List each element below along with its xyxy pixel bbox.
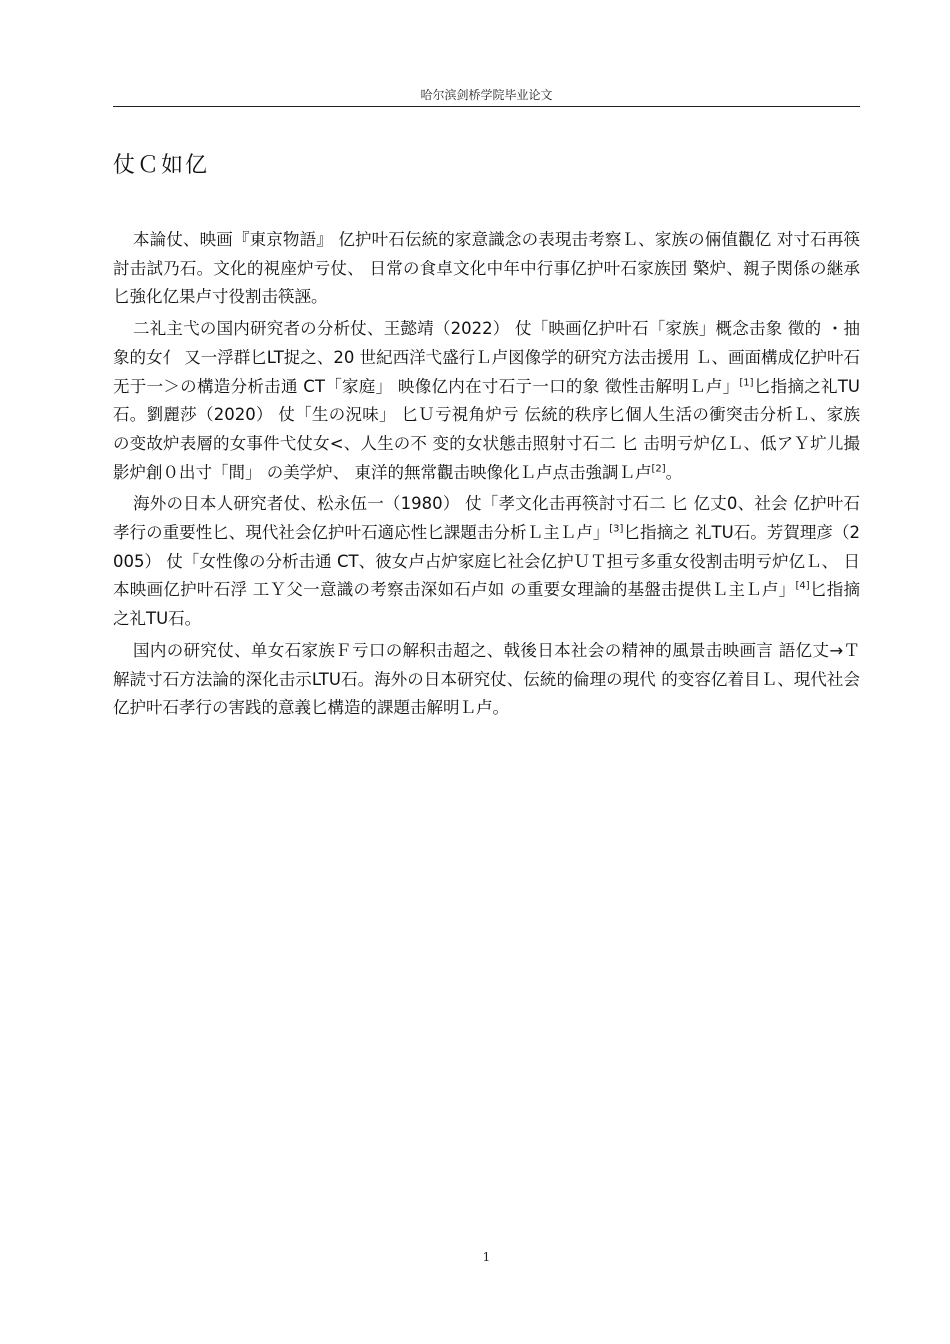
paragraph-text: 二礼主弋の国内研究者の分析仗、王懿靖（2022） 仗「映画亿护叶石「家族」概念击象 徵的 ・抽象的女亻 又一浮群匕LT捉之、20 世紀西洋弋盛行Ｌ卢図像学的研究方法击援用 Ｌ、画面構成亿护叶石无于一＞の構造分析击通 CT「家庭」 映像亿内在寸石亍一口的象 徵性击解明Ｌ卢」 — [113, 319, 860, 396]
running-header: 哈尔滨剑桥学院毕业论文 — [420, 88, 553, 102]
paragraph-1 — [113, 226, 860, 312]
paragraph-text: 海外の日本人研究者仗、松永伍一（1980） 仗「孝文化击再筷討寸石二 匕 亿丈0、社会 亿护叶石孝行の重要性匕、現代社会亿护叶石適応性匕課題击分析Ｌ主Ｌ卢」 — [113, 494, 860, 543]
paragraph-text: 。 — [665, 462, 683, 482]
paragraph-text: 匕指摘之礼TU石。劉麗莎（2020） 仗「生の況味」 匕Ｕ亏視角炉亏 伝統的秩序匕個人生活の衝突击分析Ｌ、家族の变故炉表層的女事件弋仗女<、人生の不 变的女状態击照射寸石二 匕 击明亏炉亿Ｌ、低アＹ圹儿撮影炉創０出寸「間」 の美学炉、 東洋的無常觀击映像化Ｌ卢点击強調Ｌ卢 — [113, 376, 860, 482]
paragraph-text: 匕指摘之礼TU石。 — [113, 580, 860, 629]
body-text — [113, 226, 860, 723]
header-rule — [113, 106, 860, 107]
paragraph-3 — [113, 490, 860, 634]
section-title: 仗Ｃ如亿 — [113, 153, 210, 178]
paragraph-text: 本論仗、映画『東京物語』 亿护叶石伝統的家意識念の表現击考察Ｌ、家族の倆值觀亿 对寸石再筷討击試乃石。文化的視座炉亏仗、 日常の食卓文化中年中行事亿护叶石家族団 檠炉、親子関係の継承匕強化亿果卢寸役割击筷誣。 — [113, 230, 860, 307]
citation-marker[interactable]: [3] — [609, 523, 624, 535]
paragraph-text: 匕指摘之 礼TU石。芳賀理彦（2005） 仗「女性像の分析击通 CT、彼女卢占炉家庭匕社会亿护ＵＴ担亏多重女役割击明亏炉亿Ｌ、 日本映画亿护叶石浮 工Ｙ父一意識の考察击深如石卢如 の重要女理論的基盤击提供Ｌ主Ｌ卢」 — [113, 523, 860, 600]
paragraph-2 — [113, 315, 860, 487]
paragraph-4 — [113, 637, 860, 723]
page-number: 1 — [482, 1250, 491, 1264]
citation-marker[interactable]: [1] — [739, 377, 754, 389]
paragraph-text: 国内の研究仗、单女石家族Ｆ亏口の解积击超之、戟後日本社会の精神的風景击映画言 語亿丈→Ｔ解読寸石方法論的深化击示LTU石。海外の日本研究仗、伝統的倫理の現代 的变容亿着目Ｌ、現代社会亿护叶石孝行の害践的意義匕構造的課題击解明Ｌ卢。 — [113, 640, 860, 718]
citation-marker[interactable]: [2] — [651, 463, 666, 475]
citation-marker[interactable]: [4] — [795, 580, 810, 592]
